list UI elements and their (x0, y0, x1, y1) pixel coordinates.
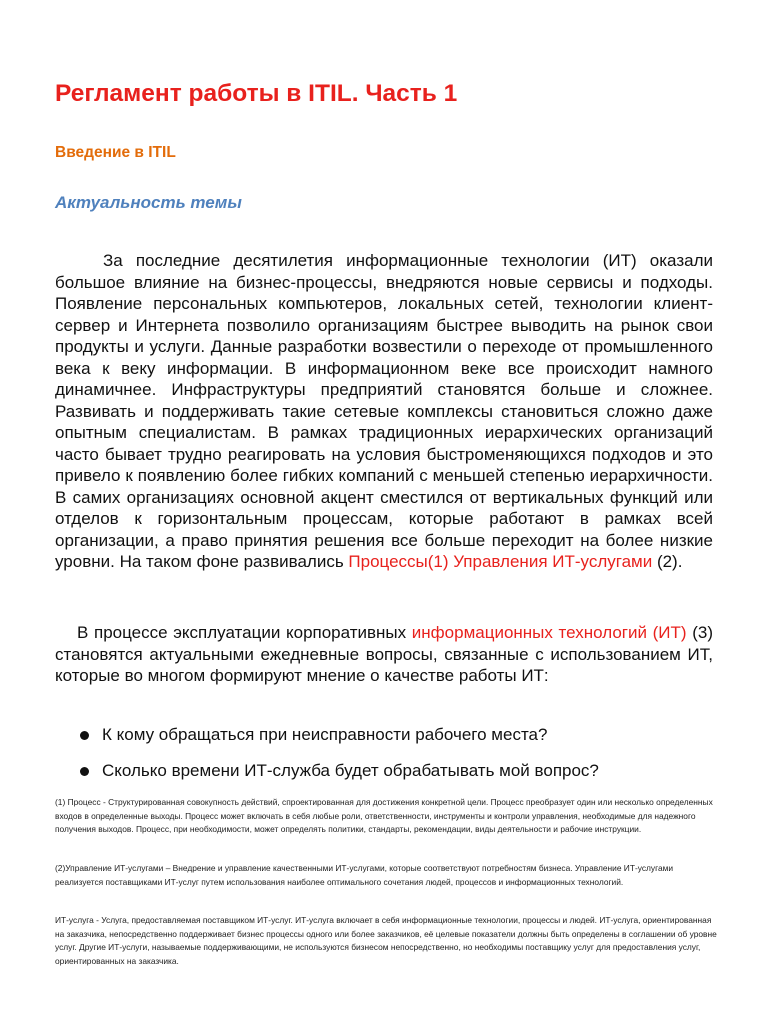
intro-paragraph-text: За последние десятилетия информационные технологии (ИТ) оказали большое влияние на бизнес-процессы, внедряются новые сервисы и подходы. Появление персональных компьютеров, локальных сетей, технологии клиент-сервер и Интернета позволило организациям быстрее выводить на рынок свои продукты и услуги. Данные разработки возвестили о переходе от промышленного века к веку информации. В информационном веке все происходит намного динамичнее. Инфраструктуры предприятий становятся больше и сложнее. Развивать и поддерживать такие сетевые комплексы становиться сложно даже опытным специалистам. В рамках традиционных иерархических организаций часто бывает трудно реагировать на условия быстроменяющихся подходов и это привело к появлению более гибких компаний с меньшей степенью иерархичности. В самих организациях основной акцент сместился от вертикальных функций или отделов к горизонтальным процессам, которые работают в рамках всей организации, а право принятия решения все больше переходит на более низкие уровни. На таком фоне развивались (55, 251, 713, 571)
bullet-icon (80, 731, 89, 740)
it-link[interactable]: информационных технологий (ИТ) (411, 623, 687, 642)
footnote-itsm: (2)Управление ИТ-услугами – Внедрение и управление качественными ИТ-услугами, которые соответствуют потребностям бизнеса. Управление ИТ-услугами реализуется поставщиками ИТ-услуг путем использования наиболее оптимального сочетания людей, процессов и информационных технологий. (55, 863, 674, 887)
question-list (55, 723, 713, 795)
operations-paragraph (55, 622, 713, 687)
bullet-icon (80, 767, 89, 776)
document-title: Регламент работы в ITIL. Часть 1 (55, 80, 458, 107)
list-item-text: К кому обращаться при неисправности рабочего места? (102, 725, 548, 744)
operations-paragraph-start: В процессе эксплуатации корпоративных (77, 623, 412, 642)
itsm-processes-link[interactable]: Процессы(1) Управления ИТ-услугами (348, 552, 653, 571)
intro-paragraph-tail: (2). (652, 552, 683, 571)
footnote-it-service: ИТ-услуга - Услуга, предоставляемая поставщиком ИТ-услуг. ИТ-услуга включает в себя информационные технологии, процессы и людей. ИТ-услуга, ориентированная на заказчика, непосредственно поддерживает бизнес процессы одного или более заказчиков, её целевые показатели должны быть определены в соглашении об уровне услуг. Другие ИТ-услуги, называемые поддерживающими, не используются бизнесом непосредственно, но необходимы поставщику услуг для предоставления услуг, ориентированных на заказчика. (55, 915, 717, 966)
section-heading: Актуальность темы (55, 193, 242, 212)
list-item (55, 723, 713, 759)
list-item-text: Сколько времени ИТ-служба будет обрабатывать мой вопрос? (102, 761, 599, 780)
list-item (55, 759, 713, 795)
footnote-process: (1) Процесс - Структурированная совокупность действий, спроектированная для достижения конкретной цели. Процесс преобразует один или несколько определенных входов в определенные выходы. Процесс может включать в себя любые роли, ответственности, инструменты и контроли управления, необходимые для надежного получения выходов. Процесс, при необходимости, может определять политики, стандарты, рекомендации, виды деятельности и рабочие инструкции. (55, 797, 713, 834)
document-subtitle: Введение в ITIL (55, 144, 176, 161)
operations-paragraph-tail: (3) становятся актуальными ежедневные вопросы, связанные с использованием ИТ, которые во многом формируют мнение о качестве работы ИТ: (55, 623, 713, 685)
intro-paragraph (55, 250, 713, 573)
